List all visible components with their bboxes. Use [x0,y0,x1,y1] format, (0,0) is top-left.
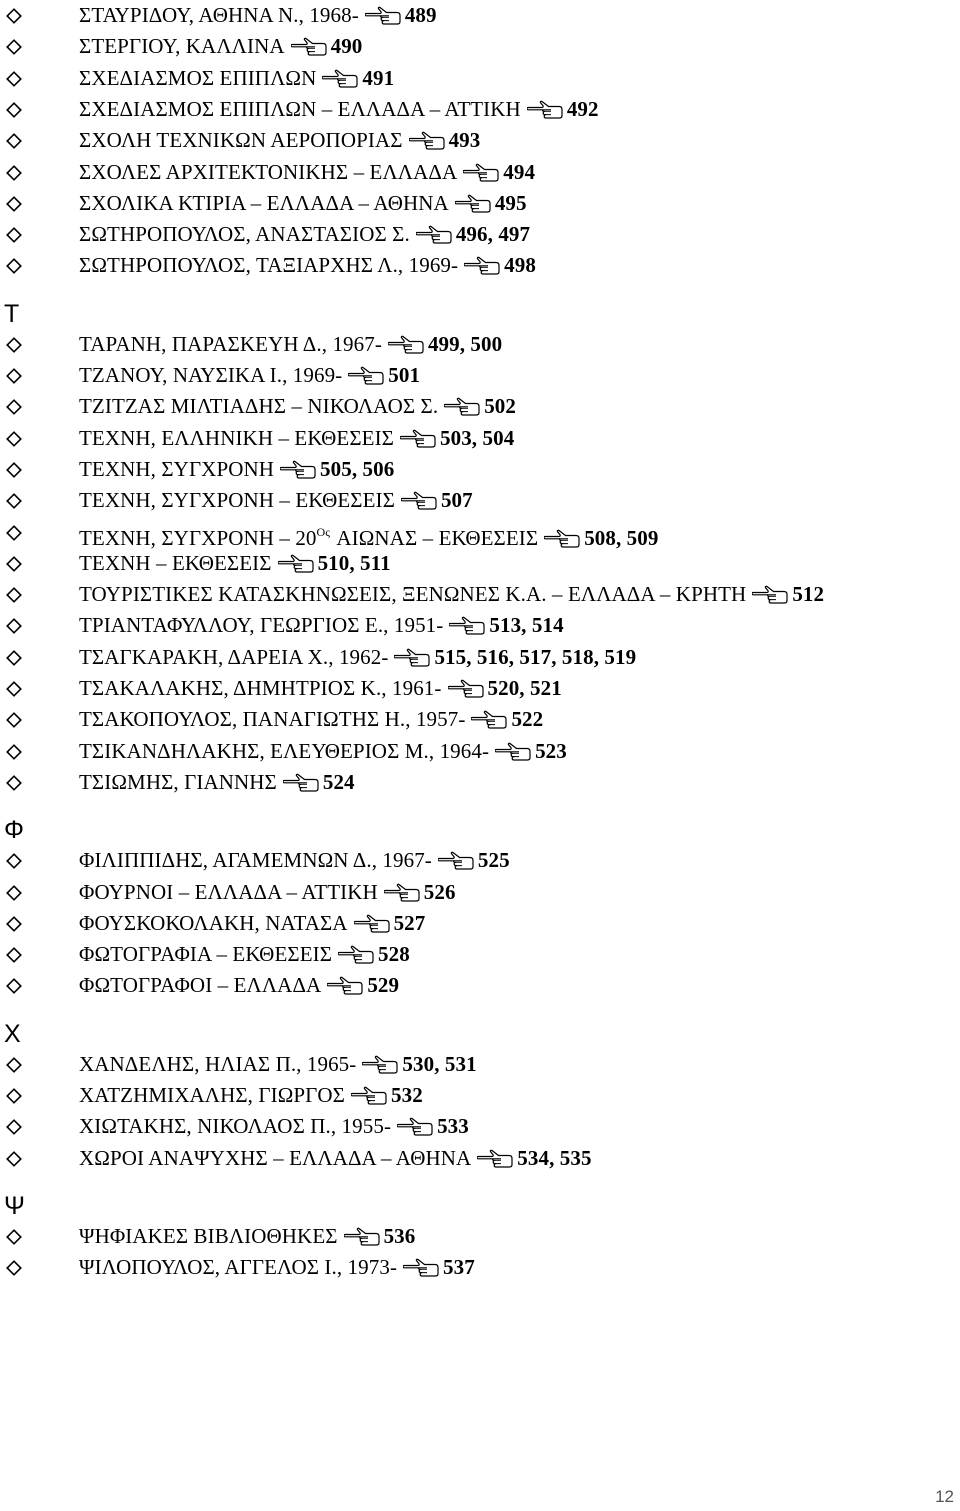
pointing-hand-icon [438,850,474,870]
diamond-outline-icon [6,1260,22,1276]
page-references: 493 [448,128,481,153]
diamond-outline-icon [6,853,22,869]
index-entry [0,970,960,1001]
diamond-outline-icon [6,650,22,666]
entry-text [79,66,394,90]
pointing-hand-icon [455,193,491,213]
entry-heading: ΧΑΤΖΗΜΙΧΑΛΗΣ, ΓΙΩΡΓΟΣ [79,1083,346,1107]
pointing-hand-icon [322,68,358,88]
diamond-outline-icon [6,71,22,87]
diamond-outline-icon [6,368,22,384]
entry-text [79,332,502,356]
pointing-hand-icon [444,396,480,416]
index-entry [0,0,960,31]
page-references: 496, 497 [455,222,531,247]
pointing-hand-icon [403,1257,439,1277]
diamond-outline-icon [6,916,22,932]
index-entry [0,877,960,908]
entry-text [79,457,394,481]
index-entry [0,548,960,579]
page-references: 498 [504,253,536,278]
diamond-outline-icon [6,196,22,212]
pointing-hand-icon [477,1148,513,1168]
page-references: 528 [378,942,410,967]
page-references: 527 [393,910,426,935]
page-references: 494 [503,159,536,184]
page-references: 505, 506 [320,456,395,481]
diamond-outline-icon [6,165,22,181]
entry-heading: ΤΣΑΚΟΠΟΥΛΟΣ, ΠΑΝΑΓΙΩΤΗΣ Η., 1957- [79,707,466,732]
pointing-hand-icon [384,882,420,902]
entry-heading: ΤΕΧΝΗ, ΕΛΛΗΝΙΚΗ – ΕΚΘΕΣΕΙΣ [79,425,394,450]
diamond-outline-icon [6,1229,22,1245]
pointing-hand-icon [348,365,384,385]
index-entry [0,125,960,156]
index-entry [0,736,960,767]
page-references: 495 [494,190,527,215]
diamond-outline-icon [6,1151,22,1167]
entry-heading: ΣΧΟΛΗ ΤΕΧΝΙΚΩΝ ΑΕΡΟΠΟΡΙΑΣ [79,128,403,153]
ordinal-superscript: Ος [316,524,331,539]
entry-heading: ΣΧΟΛΙΚΑ ΚΤΙΡΙΑ – ΕΛΛΑΔΑ – ΑΘΗΝΑ [79,190,449,215]
entry-heading: ΤΕΧΝΗ, ΣΥΓΧΡΟΝΗ – 20 [79,525,317,550]
pointing-hand-icon [752,584,788,604]
page-references: 534, 535 [517,1145,592,1170]
page-references: 526 [423,879,456,904]
entry-heading: ΣΧΟΛΕΣ ΑΡΧΙΤΕΚΤΟΝΙΚΗΣ – ΕΛΛΑΔΑ [79,159,458,184]
diamond-outline-icon [6,712,22,728]
entry-text [79,34,362,58]
entry-text [79,1052,477,1076]
entry-text [79,613,564,637]
entry-text [79,191,527,215]
pointing-hand-icon [449,615,485,635]
entry-text [79,222,530,246]
entry-heading: ΨΙΛΟΠΟΥΛΟΣ, ΑΓΓΕΛΟΣ Ι., 1973- [79,1255,398,1280]
index-entry [0,31,960,62]
entry-heading: ΤΕΧΝΗ, ΣΥΓΧΡΟΝΗ [79,456,275,481]
diamond-outline-icon [6,1119,22,1135]
page-references: 513, 514 [489,613,564,638]
pointing-hand-icon [495,741,531,761]
diamond-outline-icon [6,39,22,55]
entry-heading: ΨΗΦΙΑΚΕΣ ΒΙΒΛΙΟΘΗΚΕΣ [79,1223,338,1248]
index-entry [0,939,960,970]
page-references: 507 [440,488,473,513]
entry-heading: ΤΡΙΑΝΤΑΦΥΛΛΟΥ, ΓΕΩΡΓΙΟΣ Ε., 1951- [79,613,444,638]
diamond-outline-icon [6,1088,22,1104]
page-references: 533 [437,1114,469,1139]
entry-heading: ΤΕΧΝΗ – ΕΚΘΕΣΕΙΣ [79,550,272,575]
entry-text [79,676,562,700]
entry-text [79,1146,592,1170]
page-references: 499, 500 [427,331,503,356]
pointing-hand-icon [544,528,580,548]
pointing-hand-icon [471,709,507,729]
page-references: 520, 521 [487,676,562,700]
entry-heading: ΦΩΤΟΓΡΑΦΟΙ – ΕΛΛΑΔΑ [79,973,322,998]
entry-text [79,1114,469,1138]
entry-heading: ΦΟΥΡΝΟΙ – ΕΛΛΑΔΑ – ΑΤΤΙΚΗ [79,879,378,904]
index-entry [0,610,960,641]
pointing-hand-icon [401,490,437,510]
section-letter: Ψ [4,1191,25,1220]
entry-text [79,160,535,184]
entry-text [79,3,437,27]
pointing-hand-icon [527,99,563,119]
index-entry [0,1221,960,1252]
entry-heading: ΣΤΑΥΡΙΔΟΥ, ΑΘΗΝΑ Ν., 1968- [79,3,359,27]
diamond-outline-icon [6,462,22,478]
pointing-hand-icon [291,36,327,56]
entry-heading: ΦΟΥΣΚΟΚΟΛΑΚΗ, ΝΑΤΑΣΑ [79,910,348,935]
entry-text [79,488,473,512]
diamond-outline-icon [6,431,22,447]
index-entry [0,250,960,281]
pointing-hand-icon [388,334,424,354]
diamond-outline-icon [6,556,22,572]
pointing-hand-icon [351,1085,387,1105]
diamond-outline-icon [6,102,22,118]
pointing-hand-icon [344,1226,380,1246]
entry-text [79,645,636,669]
page-references: 508, 509 [584,525,659,550]
entry-text [79,97,599,121]
entry-text [79,942,410,966]
diamond-outline-icon [6,681,22,697]
index-entry [0,767,960,798]
page-references: 525 [477,848,510,873]
entry-heading: ΤΕΧΝΗ, ΣΥΓΧΡΟΝΗ – ΕΚΘΕΣΕΙΣ [79,488,395,513]
page-references: 515, 516, 517, 518, 519 [434,644,637,669]
page-references: 491 [362,65,395,90]
diamond-outline-icon [6,885,22,901]
diamond-outline-icon [6,399,22,415]
entry-text [79,1255,475,1279]
diamond-outline-icon [6,525,22,541]
entry-heading: ΤΖΙΤΖΑΣ ΜΙΛΤΙΑΔΗΣ – ΝΙΚΟΛΑΟΣ Σ. [79,394,439,419]
diamond-outline-icon [6,947,22,963]
entry-heading: ΤΣΙΩΜΗΣ, ΓΙΑΝΝΗΣ [79,769,277,794]
entry-heading: ΧΙΩΤΑΚΗΣ, ΝΙΚΟΛΑΟΣ Π., 1955- [79,1114,392,1139]
pointing-hand-icon [400,428,436,448]
pointing-hand-icon [416,224,452,244]
entry-text [79,520,659,550]
pointing-hand-icon [362,1054,398,1074]
page-references: 503, 504 [440,425,515,450]
index-entry [0,642,960,673]
index-entry [0,704,960,735]
page-references: 490 [330,34,363,59]
pointing-hand-icon [278,553,314,573]
entry-heading-continued: ΑΙΩΝΑΣ – ΕΚΘΕΣΕΙΣ [332,525,539,550]
page-references: 502 [484,394,516,419]
pointing-hand-icon [280,459,316,479]
pointing-hand-icon [463,162,499,182]
page-references: 512 [792,582,825,607]
entry-heading: ΤΣΙΚΑΝΔΗΛΑΚΗΣ, ΕΛΕΥΘΕΡΙΟΣ Μ., 1964- [79,738,490,763]
page-references: 501 [388,363,421,387]
entry-heading: ΤΣΑΚΑΛΑΚΗΣ, ΔΗΜΗΤΡΙΟΣ Κ., 1961- [79,676,442,700]
entry-heading: ΣΩΤΗΡΟΠΟΥΛΟΣ, ΑΝΑΣΤΑΣΙΟΣ Σ. [79,222,410,247]
diamond-outline-icon [6,618,22,634]
index-entry [0,1111,960,1142]
entry-text [79,1083,423,1107]
entry-heading: ΤΖΑΝΟΥ, ΝΑΥΣΙΚΑ Ι., 1969- [79,363,343,387]
page-references: 492 [566,96,599,121]
entry-text [79,363,420,387]
index-entry [0,188,960,219]
page-references: 537 [443,1255,475,1280]
page-references: 536 [383,1223,416,1248]
entry-text [79,911,425,935]
pointing-hand-icon [283,772,319,792]
pointing-hand-icon [338,944,374,964]
page-references: 524 [322,769,355,794]
entry-heading: ΤΣΑΓΚΑΡΑΚΗ, ΔΑΡΕΙΑ Χ., 1962- [79,644,389,669]
page-references: 529 [367,973,400,998]
diamond-outline-icon [6,587,22,603]
entry-text [79,848,510,872]
page-references: 489 [404,3,437,27]
entry-text [79,973,399,997]
entry-heading: ΧΑΝΔΕΛΗΣ, ΗΛΙΑΣ Π., 1965- [79,1051,357,1076]
page-references: 523 [535,738,567,763]
index-entry [0,157,960,188]
entry-heading: ΦΩΤΟΓΡΑΦΙΑ – ΕΚΘΕΣΕΙΣ [79,942,333,967]
diamond-outline-icon [6,744,22,760]
index-entry [0,360,960,391]
entry-heading: ΣΧΕΔΙΑΣΜΟΣ ΕΠΙΠΛΩΝ – ΕΛΛΑΔΑ – ΑΤΤΙΚΗ [79,96,521,121]
page-references: 510, 511 [317,550,391,575]
index-entry [0,485,960,516]
index-entry [0,219,960,250]
pointing-hand-icon [409,130,445,150]
diamond-outline-icon [6,1057,22,1073]
pointing-hand-icon [464,255,500,275]
index-entry [0,673,960,704]
index-entry [0,423,960,454]
entry-text [79,1224,415,1248]
diamond-outline-icon [6,337,22,353]
diamond-outline-icon [6,133,22,149]
index-entry [0,1252,960,1283]
diamond-outline-icon [6,227,22,243]
pointing-hand-icon [397,1116,433,1136]
index-entry [0,1143,960,1174]
section-letter: Φ [4,816,24,845]
entry-text [79,770,355,794]
entry-heading: ΤΟΥΡΙΣΤΙΚΕΣ ΚΑΤΑΣΚΗΝΩΣΕΙΣ, ΞΕΝΩΝΕΣ Κ.Α. – ΕΛΛΑΔΑ – ΚΡΗΤΗ [79,582,747,607]
entry-heading: ΣΧΕΔΙΑΣΜΟΣ ΕΠΙΠΛΩΝ [79,65,317,90]
index-entry [0,391,960,422]
index-entry [0,454,960,485]
pointing-hand-icon [354,913,390,933]
diamond-outline-icon [6,775,22,791]
entry-heading: ΦΙΛΙΠΠΙΔΗΣ, ΑΓΑΜΕΜΝΩΝ Δ., 1967- [79,848,432,873]
entry-text [79,880,456,904]
entry-text [79,551,391,575]
diamond-outline-icon [6,8,22,24]
diamond-outline-icon [6,493,22,509]
section-letter: Χ [4,1019,21,1048]
entry-heading: ΤΑΡΑΝΗ, ΠΑΡΑΣΚΕΥΗ Δ., 1967- [79,331,382,356]
entry-text [79,253,536,277]
index-entry [0,1080,960,1111]
pointing-hand-icon [394,647,430,667]
entry-text [79,128,480,152]
entry-text [79,426,514,450]
entry-heading: ΣΩΤΗΡΟΠΟΥΛΟΣ, ΤΑΞΙΑΡΧΗΣ Λ., 1969- [79,253,459,278]
entry-text [79,582,824,606]
pointing-hand-icon [448,678,484,698]
diamond-outline-icon [6,978,22,994]
pointing-hand-icon [365,5,401,25]
pointing-hand-icon [327,975,363,995]
entry-text [79,707,543,731]
index-entry [0,579,960,610]
entry-text [79,739,567,763]
entry-heading: ΣΤΕΡΓΙΟΥ, ΚΑΛΛΙΝΑ [79,34,285,59]
index-entry [0,1049,960,1080]
page-references: 530, 531 [402,1051,477,1076]
page-references: 532 [391,1083,423,1107]
page-references: 522 [511,707,544,732]
index-entry [0,845,960,876]
section-letter: Τ [4,299,20,328]
index-entry [0,908,960,939]
entry-heading: ΧΩΡΟΙ ΑΝΑΨΥΧΗΣ – ΕΛΛΑΔΑ – ΑΘΗΝΑ [79,1145,472,1170]
entry-text [79,394,516,418]
index-entry [0,94,960,125]
index-entry [0,329,960,360]
page-number: 12 [935,1487,954,1506]
index-entry [0,63,960,94]
index-entry [0,517,960,548]
diamond-outline-icon [6,258,22,274]
